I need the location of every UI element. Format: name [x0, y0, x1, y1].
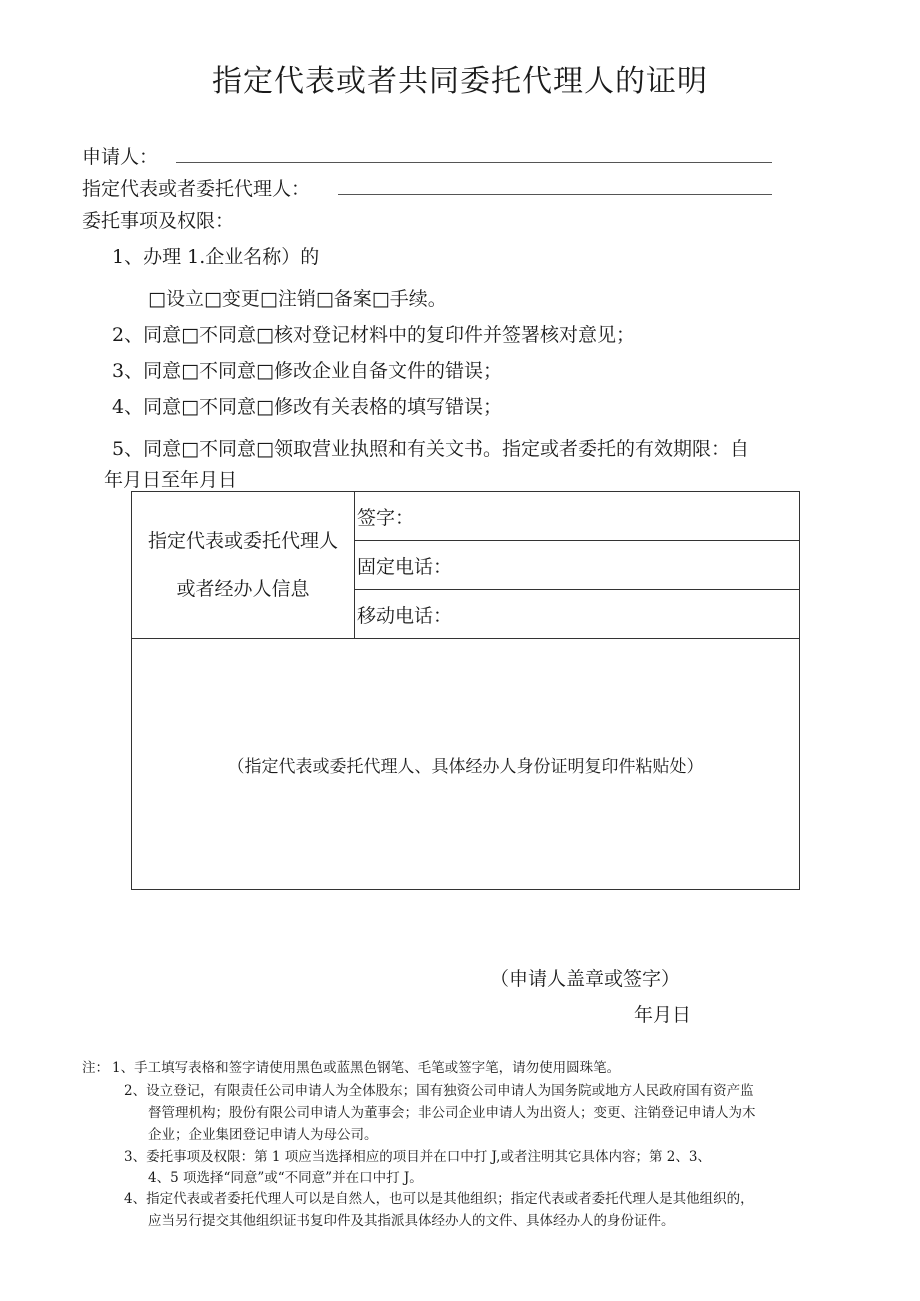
applicant-label: 申请人： — [82, 146, 159, 168]
item-3: 3、同意□不同意□修改企业自备文件的错误； — [112, 360, 502, 382]
date-label: 年月日 — [634, 1004, 692, 1026]
agent-field[interactable] — [338, 194, 772, 195]
note-1: 1、手工填写表格和签字请使用黑色或蓝黑色钢笔、毛笔或签字笔，请勿使用圆珠笔。 — [112, 1060, 621, 1076]
id-copy-paste-area: （指定代表或委托代理人、具体经办人身份证明复印件粘贴处） — [132, 639, 800, 890]
item-5-line2: 年月日至年月日 — [104, 469, 238, 491]
item-5-line1: 5、同意□不同意□领取营业执照和有关文书。指定或者委托的有效期限：自 — [112, 438, 749, 460]
note-2-line1: 2、设立登记，有限责任公司申请人为全体股东；国有独资公司申请人为国务院或地方人民政府国有资产监 — [124, 1083, 754, 1099]
agent-label: 指定代表或者委托代理人： — [82, 178, 311, 200]
info-label-cell — [132, 492, 355, 639]
note-2-line3: 企业；企业集团登记申请人为母公司。 — [148, 1127, 378, 1143]
item-1-text: 1、办理 1.企业名称）的 — [112, 246, 320, 268]
scope-label: 委托事项及权限： — [82, 210, 235, 232]
note-4-line2: 应当另行提交其他组织证书复印件及其指派具体经办人的文件、具体经办人的身份证件。 — [148, 1213, 675, 1229]
info-label-line1: 指定代表或委托代理人 — [147, 530, 338, 552]
note-2-line2: 督管理机构；股份有限公司申请人为董事会；非公司企业申请人为出资人；变更、注销登记申请人为木 — [148, 1105, 756, 1121]
note-4-line1: 4、指定代表或者委托代理人可以是自然人，也可以是其他组织；指定代表或者委托代理人是其他组织的， — [124, 1191, 754, 1207]
note-3-line1: 3、委托事项及权限：第 1 项应当选择相应的项目并在口中打 J,或者注明其它具体内容；第 2、3、 — [124, 1149, 711, 1165]
agent-info-table — [131, 491, 800, 890]
signature-field[interactable]: 签字： — [355, 492, 800, 541]
item-1-options: □设立□变更□注销□备案□手续。 — [148, 288, 447, 310]
item-4: 4、同意□不同意□修改有关表格的填写错误； — [112, 396, 502, 418]
landline-field[interactable]: 固定电话： — [355, 541, 800, 590]
mobile-field[interactable]: 移动电话： — [355, 590, 800, 639]
notes-prefix: 注： — [82, 1060, 109, 1076]
seal-signature-label: （申请人盖章或签字） — [490, 968, 681, 990]
info-label-line2: 或者经办人信息 — [176, 578, 310, 600]
page-title: 指定代表或者共同委托代理人的证明 — [212, 64, 708, 99]
applicant-field[interactable] — [176, 162, 772, 163]
item-2: 2、同意□不同意□核对登记材料中的复印件并签署核对意见； — [112, 324, 635, 346]
note-3-line2: 4、5 项选择“同意”或“不同意”并在口中打 J。 — [148, 1170, 423, 1186]
